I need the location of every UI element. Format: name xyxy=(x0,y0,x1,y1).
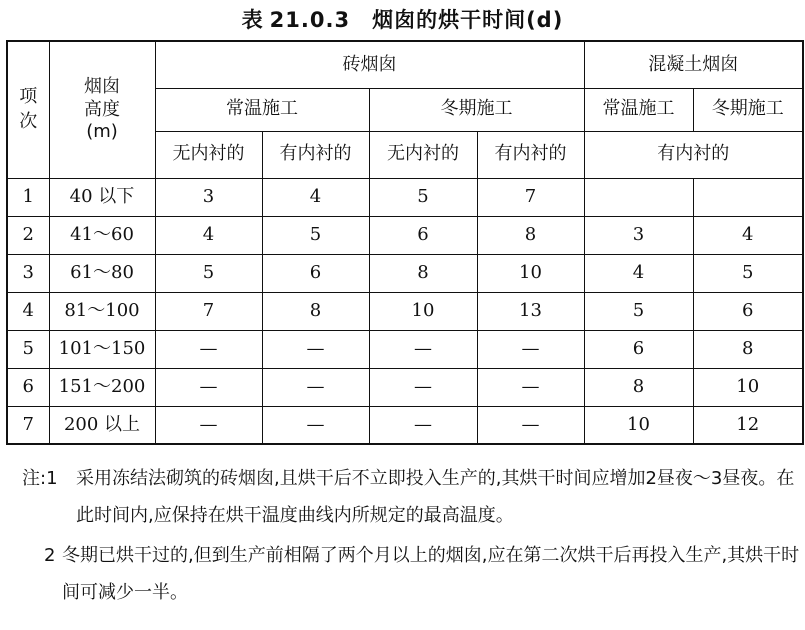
table-label: 表 xyxy=(241,8,264,32)
header-brick-winter: 冬期施工 xyxy=(369,88,584,131)
cell-value: — xyxy=(155,406,262,444)
cell-value: 7 xyxy=(155,292,262,330)
row-height: 41～60 xyxy=(49,216,155,254)
cell-value: 6 xyxy=(584,330,693,368)
cell-value: 8 xyxy=(584,368,693,406)
cell-value: — xyxy=(262,330,369,368)
row-height: 61～80 xyxy=(49,254,155,292)
header-height: 烟囱 高度 (m) xyxy=(49,41,155,178)
table-notes xyxy=(22,460,800,611)
cell-value: 5 xyxy=(262,216,369,254)
cell-value: 12 xyxy=(693,406,803,444)
cell-value: 5 xyxy=(584,292,693,330)
header-no-lining: 无内衬的 xyxy=(369,131,477,178)
cell-value: 4 xyxy=(693,216,803,254)
header-lining: 有内衬的 xyxy=(262,131,369,178)
note-2-label: 2 xyxy=(44,545,56,566)
row-index: 4 xyxy=(7,292,49,330)
table-body xyxy=(7,178,803,444)
table-row xyxy=(7,368,803,406)
row-height: 151～200 xyxy=(49,368,155,406)
cell-value: — xyxy=(477,330,584,368)
table-row xyxy=(7,216,803,254)
table-row xyxy=(7,330,803,368)
table-row xyxy=(7,254,803,292)
cell-value: — xyxy=(477,406,584,444)
cell-value: 4 xyxy=(584,254,693,292)
cell-value: — xyxy=(262,406,369,444)
note-2-text: 冬期已烘干过的,但到生产前相隔了两个月以上的烟囱,应在第二次烘干后再投入生产,其烘干时间可减少一半。 xyxy=(62,545,800,603)
cell-value: 5 xyxy=(369,178,477,216)
cell-value: 8 xyxy=(262,292,369,330)
table-row xyxy=(7,406,803,444)
cell-value: 8 xyxy=(369,254,477,292)
cell-value: — xyxy=(369,330,477,368)
note-2 xyxy=(22,537,800,611)
cell-value: 6 xyxy=(369,216,477,254)
row-index: 3 xyxy=(7,254,49,292)
cell-value: — xyxy=(369,368,477,406)
cell-value: 6 xyxy=(262,254,369,292)
row-index: 2 xyxy=(7,216,49,254)
row-index: 7 xyxy=(7,406,49,444)
header-concrete-normal: 常温施工 xyxy=(584,88,693,131)
cell-value: — xyxy=(477,368,584,406)
row-index: 5 xyxy=(7,330,49,368)
table-number: 21.0.3 xyxy=(269,8,351,32)
cell-value: 4 xyxy=(262,178,369,216)
cell-value: — xyxy=(155,330,262,368)
cell-value: — xyxy=(369,406,477,444)
cell-value: 10 xyxy=(477,254,584,292)
header-concrete-winter: 冬期施工 xyxy=(693,88,803,131)
header-concrete-chimney: 混凝土烟囱 xyxy=(584,41,803,88)
cell-value: 5 xyxy=(155,254,262,292)
cell-value: 7 xyxy=(477,178,584,216)
note-1-text: 采用冻结法砌筑的砖烟囱,且烘干后不立即投入生产的,其烘干时间应增加2昼夜～3昼夜。在此时间内,应保持在烘干温度曲线内所规定的最高温度。 xyxy=(76,468,795,526)
table-row xyxy=(7,292,803,330)
drying-time-table xyxy=(6,40,804,445)
note-1-label: 注:1 xyxy=(22,468,58,489)
cell-value: 13 xyxy=(477,292,584,330)
header-brick-normal: 常温施工 xyxy=(155,88,369,131)
row-height: 81～100 xyxy=(49,292,155,330)
row-height: 101～150 xyxy=(49,330,155,368)
header-concrete-lining: 有内衬的 xyxy=(584,131,803,178)
cell-value: 5 xyxy=(693,254,803,292)
table-caption: 烟囱的烘干时间(d) xyxy=(372,8,564,32)
table-title xyxy=(0,4,805,34)
cell-value: 3 xyxy=(584,216,693,254)
cell-value: 6 xyxy=(693,292,803,330)
cell-value: 10 xyxy=(369,292,477,330)
cell-value xyxy=(584,178,693,216)
cell-value: 4 xyxy=(155,216,262,254)
cell-value: 8 xyxy=(693,330,803,368)
row-height: 40 以下 xyxy=(49,178,155,216)
row-index: 6 xyxy=(7,368,49,406)
table-row xyxy=(7,178,803,216)
cell-value: 8 xyxy=(477,216,584,254)
note-1 xyxy=(22,460,800,534)
header-index: 项次 xyxy=(7,41,49,178)
cell-value: 10 xyxy=(693,368,803,406)
cell-value xyxy=(693,178,803,216)
cell-value: — xyxy=(155,368,262,406)
cell-value: — xyxy=(262,368,369,406)
cell-value: 3 xyxy=(155,178,262,216)
row-height: 200 以上 xyxy=(49,406,155,444)
header-brick-chimney: 砖烟囱 xyxy=(155,41,584,88)
row-index: 1 xyxy=(7,178,49,216)
header-lining: 有内衬的 xyxy=(477,131,584,178)
cell-value: 10 xyxy=(584,406,693,444)
header-no-lining: 无内衬的 xyxy=(155,131,262,178)
